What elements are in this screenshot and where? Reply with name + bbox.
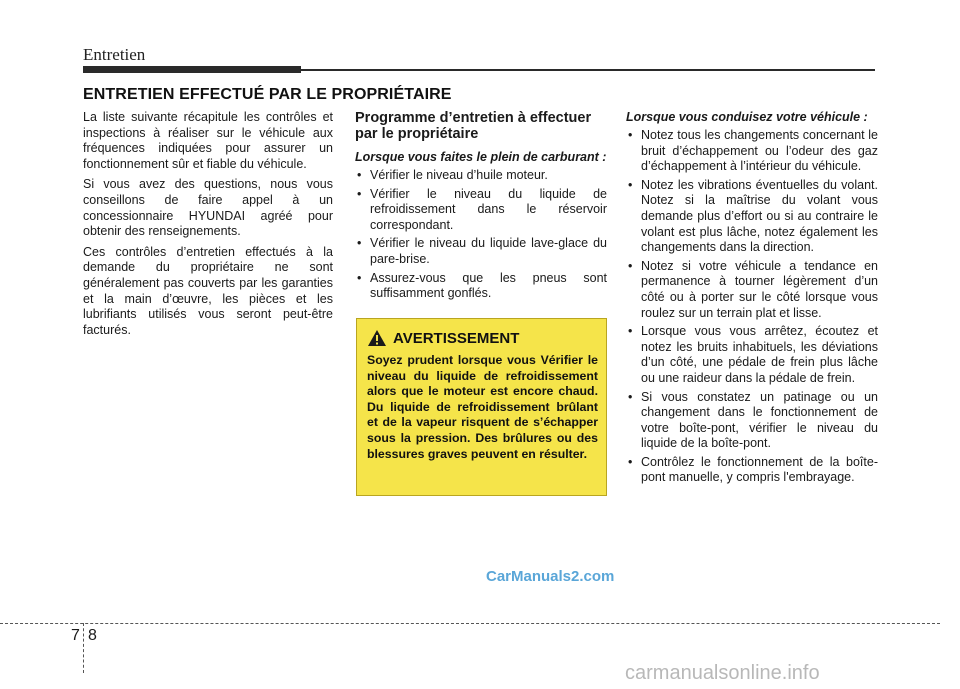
list-item: • Notez si votre véhicule a tendance en permanence à tourner légèrement d’un côté ou à porter sur le côté lorsque vous roulez sur un terrain plat et lisse. (626, 259, 878, 321)
header-bar (83, 66, 301, 73)
footer-divider-vertical (83, 623, 84, 673)
header-rule (301, 69, 875, 71)
driving-check-list (626, 128, 878, 486)
intro-paragraph: Si vous avez des questions, nous vous conseillons de faire appel à un concessionnaire HYUNDAI agréé pour obtenir des renseignements. (83, 177, 333, 239)
page-number: 8 (88, 627, 97, 644)
fuel-subheading: Lorsque vous faites le plein de carburant : (355, 150, 607, 164)
list-item: • Notez les vibrations éventuelles du volant. Notez si la maîtrise du volant vous demande plus d’effort ou si au contraire le volant est plus lâche, notez également les changements dans la direction. (626, 178, 878, 256)
warning-header (367, 329, 598, 347)
header-title: Entretien (83, 45, 146, 64)
list-item: • Vérifier le niveau du liquide de refroidissement dans le réservoir correspondant. (355, 187, 607, 234)
driving-subheading: Lorsque vous conduisez votre véhicule : (626, 110, 868, 124)
section-title: ENTRETIEN EFFECTUÉ PAR LE PROPRIÉTAIRE (83, 86, 452, 103)
column-driving-checks (626, 110, 878, 489)
list-item: • Si vous constatez un patinage ou un changement dans le fonctionnement de votre boîte-pont, vérifier le niveau du liquide de la boîte-pont. (626, 390, 878, 452)
warning-title: AVERTISSEMENT (393, 329, 520, 347)
list-item: • Contrôlez le fonctionnement de la boîte-pont manuelle, y compris l'embrayage. (626, 455, 878, 486)
column-intro (83, 110, 333, 343)
list-item: • Assurez-vous que les pneus sont suffisamment gonflés. (355, 271, 607, 302)
column-fuel-checks (355, 110, 607, 305)
warning-triangle-icon (367, 329, 387, 347)
list-item: • Lorsque vous vous arrêtez, écoutez et notez les bruits inhabituels, les déviations d’un côté, une pédale de frein plus lâche ou une raideur dans la pédale de frein. (626, 324, 878, 386)
intro-paragraph: Ces contrôles d’entretien effectués à la demande du propriétaire ne sont généralement pas couverts par les garanties et la main d’œuvre, les pièces et les lubrifiants utilisés vous seront peut-être facturés. (83, 244, 333, 337)
fuel-check-list (355, 168, 607, 302)
list-item: • Notez tous les changements concernant le bruit d’échappement ou l’odeur des gaz d’échappement à l’intérieur du véhicule. (626, 128, 878, 175)
watermark-link[interactable]: CarManuals2.com (486, 568, 615, 585)
list-item: • Vérifier le niveau du liquide lave-glace du pare-brise. (355, 236, 607, 267)
warning-body: Soyez prudent lorsque vous Vérifier le niveau du liquide de refroidissement alors que le moteur est encore chaud. Du liquide de refroidissement brûlant et de la vapeur risquent de s’échapper sous la pression. Des brûlures ou des blessures graves peuvent en résulter. (367, 353, 598, 461)
program-heading: Programme d’entretien à effectuer par le propriétaire (355, 110, 592, 142)
list-item: • Vérifier le niveau d’huile moteur. (355, 168, 607, 184)
intro-paragraph: La liste suivante récapitule les contrôles et inspections à réaliser sur le véhicule aux fréquences indiquées pour assurer un fonctionnement sûr et fiable du véhicule. (83, 110, 333, 171)
chapter-number: 7 (71, 627, 80, 644)
warning-box (356, 318, 607, 496)
footer-watermark: carmanualsonline.info (625, 662, 820, 684)
footer-divider (0, 623, 940, 624)
